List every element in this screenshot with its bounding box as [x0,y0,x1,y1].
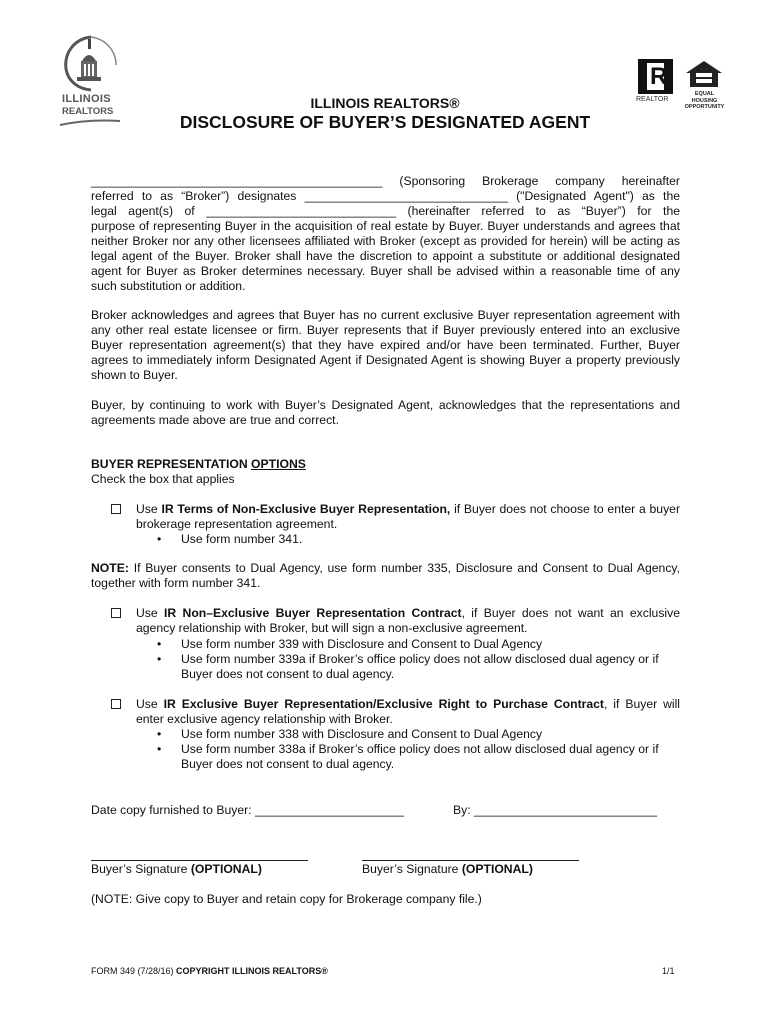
signature-line-1[interactable] [91,860,308,861]
option-1-bullet-1: • Use form number 341. [157,532,303,546]
option-1-text: Use IR Terms of Non-Exclusive Buyer Representation, if Buyer does not choose to enter a buyer brokerage representation agreement. [136,502,681,531]
buyer-signature-2-label: Buyer’s Signature (OPTIONAL) [362,862,533,876]
option-2-text: Use IR Non–Exclusive Buyer Representation Contract, if Buyer does not want an exclusive agency relationship with Broker, but will sign a non-exclusive agreement. [136,606,680,635]
page-number: 1/1 [662,966,675,976]
option-2-checkbox[interactable] [111,608,121,618]
option-3-bullet-1: • Use form number 338 with Disclosure and Consent to Dual Agency [157,727,543,741]
option-2-bullet-1: • Use form number 339 with Disclosure and Consent to Dual Agency [157,637,543,651]
option-2-bullet-2: • Use form number 339a if Broker’s office policy does not allow disclosed dual agency or if Buyer does not consent to dual agency. [157,652,659,681]
form-footer: FORM 349 (7/28/16) COPYRIGHT ILLINOIS REALTORS® [91,966,328,976]
logo-line2: REALTORS [62,106,114,117]
intro-line-3: legal agent(s) of ____________________________ (hereinafter referred to as “Buyer”) for the [91,204,680,218]
equal-housing-label: EQUAL HOUSING OPPORTUNITY [684,91,725,110]
org-title: ILLINOIS REALTORS® [310,95,460,111]
intro-line-2: referred to as “Broker”) designates ______________________________ ("Designated Agent") as the [91,189,680,203]
option-1 [111,502,680,532]
option-1-checkbox[interactable] [111,504,121,514]
document-title: DISCLOSURE OF BUYER’S DESIGNATED AGENT [179,112,591,132]
option-3-checkbox[interactable] [111,699,121,709]
option-3-text: Use IR Exclusive Buyer Representation/Exclusive Right to Purchase Contract, if Buyer will enter exclusive agency relationship with Broker. [136,697,681,726]
options-heading-text: BUYER REPRESENTATION [91,457,252,471]
date-furnished-field[interactable]: Date copy furnished to Buyer: ______________________ [91,803,405,817]
logo-line1: ILLINOIS [62,93,111,105]
signature-line-2[interactable] [362,860,579,861]
representation-paragraph: Buyer, by continuing to work with Buyer’s Designated Agent, acknowledges that the representations and agreements made above are true and correct. [91,398,680,427]
intro-rest: purpose of representing Buyer in the acquisition of real estate by Buyer. Buyer understands and agrees that neither Broker nor any other licensees affiliated with Broker (except as provided for herein) will be acting as legal agent of the Buyer. Broker shall have the discretion to appoint a substitute or additional designated agent for Buyer as Broker determines necessary. Buyer shall be advised within a reasonable time of any such substitution or addition. [91,219,680,293]
acknowledgement-paragraph: Broker acknowledges and agrees that Buyer has no current exclusive Buyer representation agreement with any other real estate licensee or firm. Buyer represents that if Buyer previously entered into an exclusive Buyer representation agreement(s) that they have expired and/or have been terminated. Further, Buyer agrees to immediately inform Designated Agent if Designated Agent is showing Buyer a property previously shown to Buyer. [91,308,680,382]
realtor-r-icon: R [638,59,673,94]
intro-paragraph [91,174,680,294]
by-field[interactable]: By: ___________________________ [453,803,658,817]
copy-note: (NOTE: Give copy to Buyer and retain copy for Brokerage company file.) [91,892,482,906]
options-subheading: Check the box that applies [91,472,235,486]
dual-agency-note: NOTE: If Buyer consents to Dual Agency, use form number 335, Disclosure and Consent to Dual Agency, together with form number 341. [91,561,680,590]
capitol-dome-icon [58,33,124,93]
realtor-label: REALTOR [636,96,669,103]
options-heading [91,457,680,472]
buyer-signature-1-label: Buyer’s Signature (OPTIONAL) [91,862,262,876]
option-3-bullet-2: • Use form number 338a if Broker’s office policy does not allow disclosed dual agency or if Buyer does not consent to dual agency. [157,742,659,771]
intro-line-1: ___________________________________________ (Sponsoring Brokerage company hereinafter [91,174,680,188]
house-icon [684,59,724,89]
options-heading-underlined: OPTIONS [251,457,306,471]
option-3 [111,697,680,727]
option-2 [111,606,680,636]
